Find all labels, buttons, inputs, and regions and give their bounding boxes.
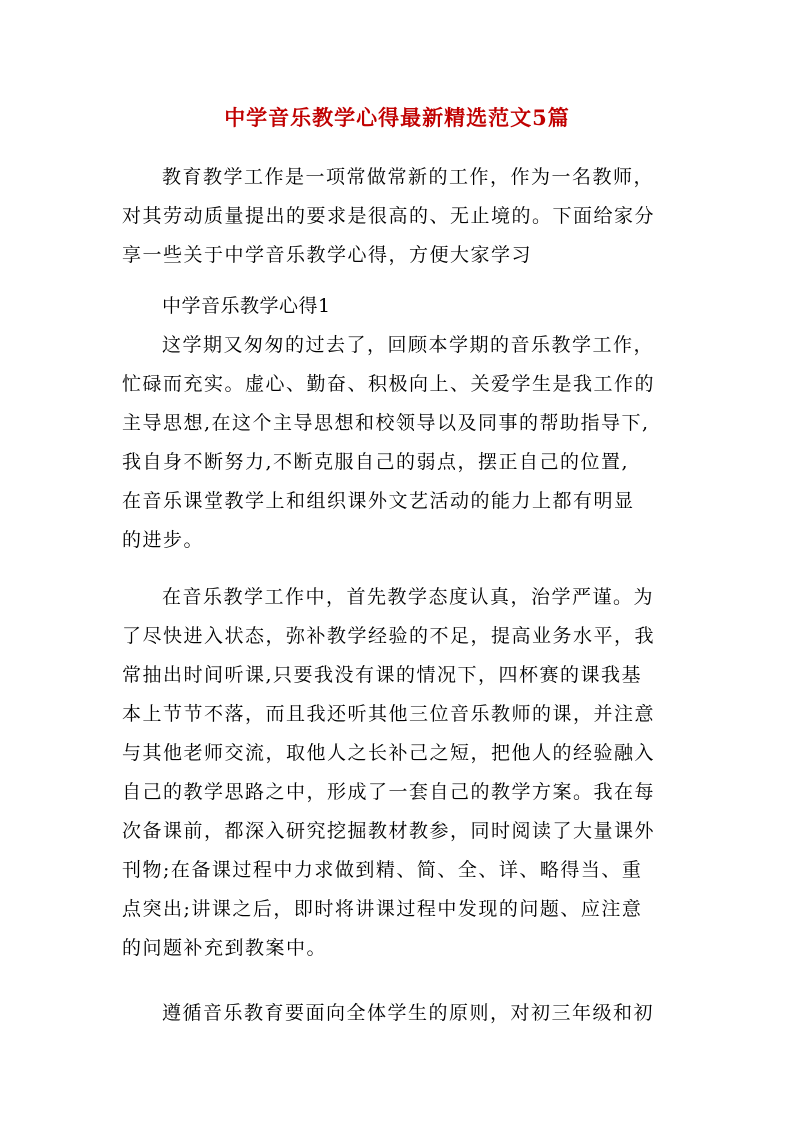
paragraph-line: 常抽出时间听课,只要我没有课的情况下，四杯赛的课我基 [122,664,643,686]
document-title: 中学音乐教学心得最新精选范文5篇 [224,105,570,130]
paragraph-line: 的问题补充到教案中。 [122,937,328,959]
paragraph-line: 点突出;讲课之后，即时将讲课过程中发现的问题、应注意 [122,898,643,920]
paragraph-line: 在音乐课堂教学上和组织课外文艺活动的能力上都有明显 [122,490,635,512]
paragraph-line: 对其劳动质量提出的要求是很高的、无止境的。下面给家分 [122,205,656,227]
paragraph-line: 这学期又匆匆的过去了，回顾本学期的音乐教学工作， [162,334,655,356]
paragraph-line: 自己的教学思路之中，形成了一套自己的教学方案。我在每 [122,781,656,803]
body-paragraph [122,326,682,560]
paragraph-line: 教育教学工作是一项常做常新的工作，作为一名教师， [162,166,655,188]
paragraph-line: 我自身不断努力,不断克服自己的弱点，摆正自己的位置, [122,451,630,473]
paragraph-line: 的进步。 [122,529,205,551]
body-paragraph [122,578,682,968]
paragraph-line: 享一些关于中学音乐教学心得，方便大家学习 [122,244,533,266]
paragraph-line: 本上节节不落，而且我还听其他三位音乐教师的课，并注意 [122,703,656,725]
intro-paragraph [122,158,682,275]
section-heading [122,287,682,326]
paragraph-line: 刊物;在备课过程中力求做到精、简、全、详、略得当、重 [122,859,643,881]
section-heading-text: 中学音乐教学心得1 [162,295,331,317]
paragraph-line: 主导思想,在这个主导思想和校领导以及同事的帮助指导下, [122,412,650,434]
paragraph-line: 次备课前，都深入研究挖掘教材教参，同时阅读了大量课外 [122,820,656,842]
paragraph-line: 遵循音乐教育要面向全体学生的原则，对初三年级和初 [162,1002,655,1024]
paragraph-line: 在音乐教学工作中，首先教学态度认真，治学严谨。为 [162,586,655,608]
paragraph-line: 了尽快进入状态，弥补教学经验的不足，提高业务水平，我 [122,625,656,647]
body-paragraph [122,994,682,1033]
paragraph-line: 忙碌而充实。虚心、勤奋、积极向上、关爱学生是我工作的 [122,373,656,395]
paragraph-line: 与其他老师交流，取他人之长补己之短，把他人的经验融入 [122,742,656,764]
